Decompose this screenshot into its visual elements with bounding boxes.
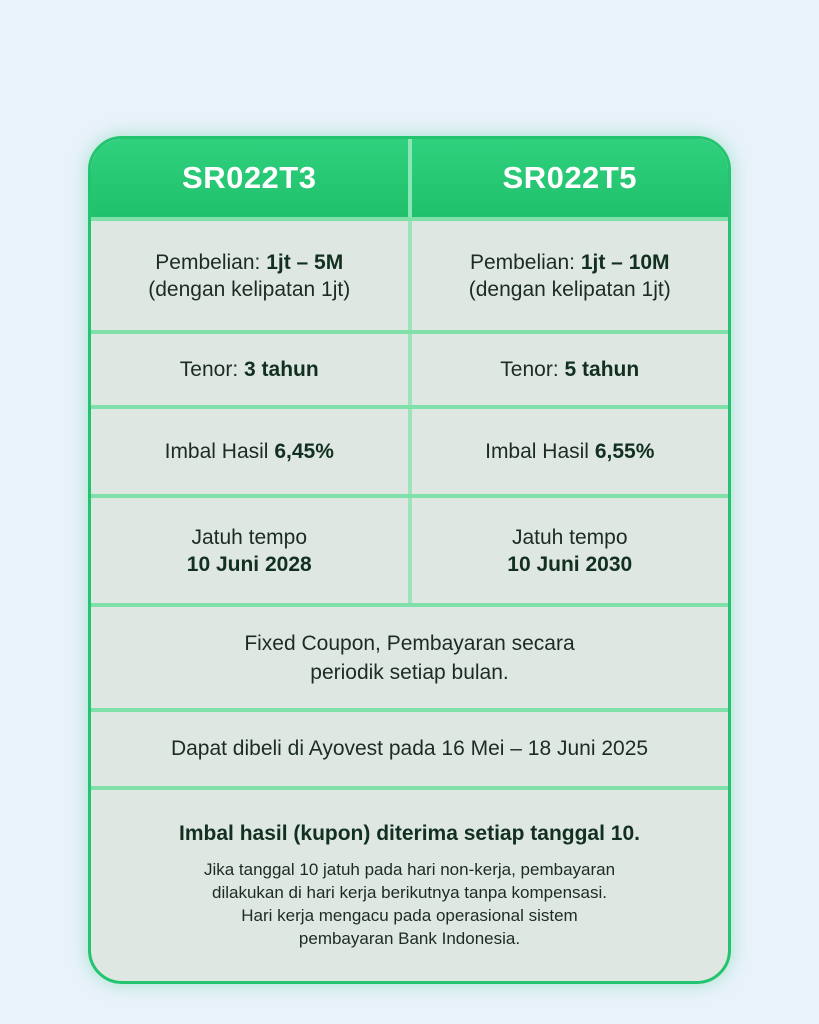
yield-cell-t5 <box>412 409 729 494</box>
maturity-label: Jatuh tempo <box>191 525 308 549</box>
purchase-label: Pembelian: <box>469 250 575 274</box>
purchase-row <box>91 217 728 330</box>
yield-label: Imbal Hasil <box>485 440 589 463</box>
purchase-note: (dengan kelipatan 1jt) <box>148 277 351 301</box>
purchase-cell-t5 <box>412 221 729 330</box>
purchase-range: 1jt – 5M <box>266 250 344 274</box>
yield-label: Imbal Hasil <box>164 440 269 463</box>
sukuk-comparison-card <box>88 136 731 984</box>
purchase-note: (dengan kelipatan 1jt) <box>468 277 671 301</box>
tenor-cell-t5 <box>412 334 729 405</box>
note-body <box>204 858 615 950</box>
note-line: Hari kerja mengacu pada operasional sistem <box>241 905 578 925</box>
coupon-row <box>91 603 728 708</box>
yield-row <box>91 405 728 494</box>
header-sr022t3: SR022T3 <box>182 160 317 195</box>
purchase-label: Pembelian: <box>155 250 261 274</box>
tenor-cell-t3 <box>91 334 408 405</box>
tenor-label: Tenor: <box>179 358 239 381</box>
maturity-cell-t5 <box>412 498 729 603</box>
maturity-label: Jatuh tempo <box>511 525 628 549</box>
tenor-label: Tenor: <box>500 358 559 381</box>
maturity-date: 10 Juni 2030 <box>507 552 633 576</box>
availability-text: Dapat dibeli di Ayovest pada 16 Mei – 18 Juni 2025 <box>170 737 649 760</box>
note-line: pembayaran Bank Indonesia. <box>298 928 521 948</box>
yield-value: 6,45% <box>274 440 334 463</box>
coupon-line-2: periodik setiap bulan. <box>310 660 509 684</box>
maturity-date: 10 Juni 2028 <box>186 552 312 576</box>
note-line: dilakukan di hari kerja berikutnya tanpa kompensasi. <box>211 882 607 902</box>
yield-value: 6,55% <box>594 440 655 463</box>
note-title: Imbal hasil (kupon) diterima setiap tanggal 10. <box>179 821 640 845</box>
maturity-cell-t3 <box>91 498 408 603</box>
coupon-line-1: Fixed Coupon, Pembayaran secara <box>244 631 575 655</box>
purchase-range: 1jt – 10M <box>580 250 670 274</box>
header-sr022t5: SR022T5 <box>502 160 637 195</box>
note-line: Jika tanggal 10 jatuh pada hari non-kerja, pembayaran <box>203 859 616 879</box>
tenor-value: 5 tahun <box>564 358 640 381</box>
maturity-row <box>91 494 728 603</box>
table-header <box>91 139 728 217</box>
note-row <box>91 786 728 981</box>
tenor-value: 3 tahun <box>244 358 319 381</box>
tenor-row <box>91 330 728 405</box>
yield-cell-t3 <box>91 409 408 494</box>
purchase-cell-t3 <box>91 221 408 330</box>
availability-row <box>91 708 728 786</box>
